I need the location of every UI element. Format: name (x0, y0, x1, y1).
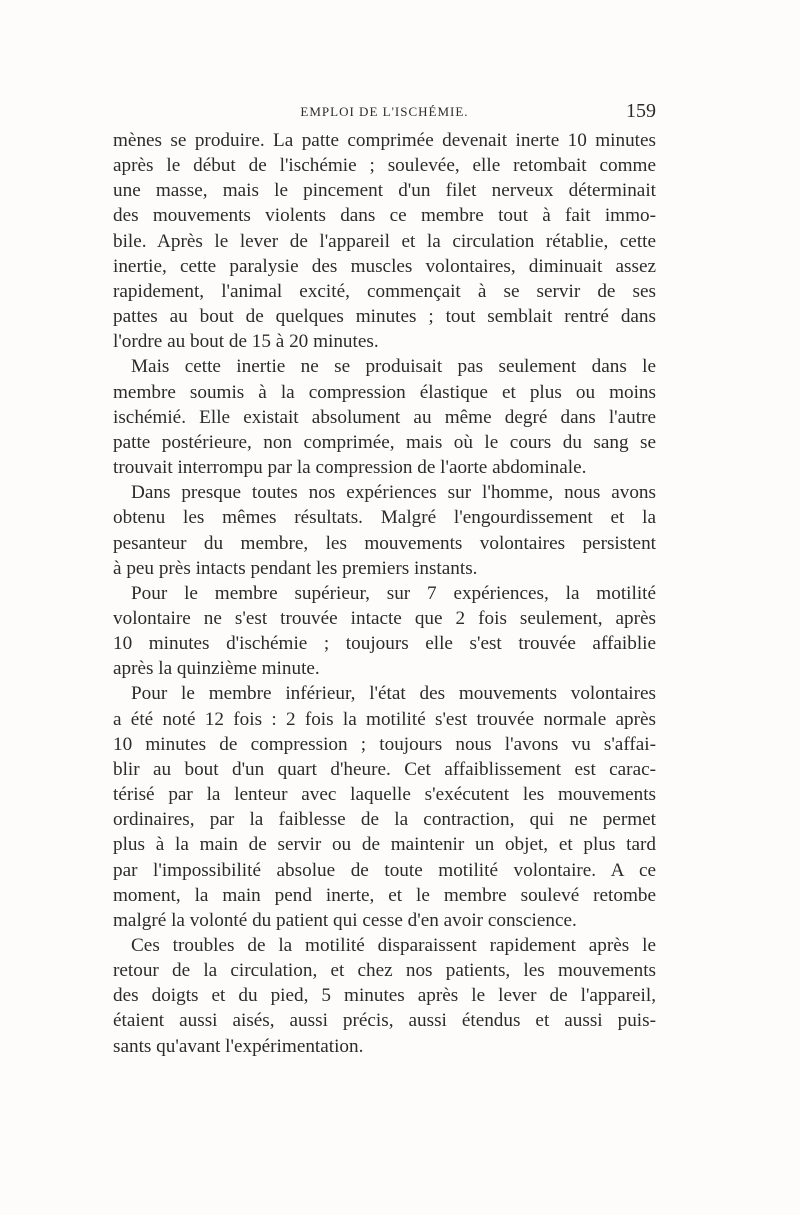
paragraph (113, 480, 656, 581)
text-line: Pour le membre inférieur, l'état des mouvements volontaires (131, 683, 656, 705)
running-title: EMPLOI DE L'ISCHÉMIE. (300, 104, 469, 119)
page-number: 159 (626, 100, 656, 122)
text-line: après le début de l'ischémie ; soulevée, elle retombait comme (113, 155, 656, 177)
text-line: patte postérieure, non comprimée, mais où le cours du sang se (113, 431, 656, 453)
text-line: pattes au bout de quelques minutes ; tout semblait rentré dans (113, 306, 656, 328)
text-line: une masse, mais le pincement d'un filet nerveux déterminait (113, 180, 656, 202)
text-line: des doigts et du pied, 5 minutes après le lever de l'appareil, (113, 985, 656, 1007)
text-line: obtenu les mêmes résultats. Malgré l'engourdissement et la (113, 507, 656, 529)
text-line: retour de la circulation, et chez nos patients, les mouvements (113, 960, 656, 982)
text-line: Dans presque toutes nos expériences sur l'homme, nous avons (131, 482, 656, 504)
text-line: après la quinzième minute. (113, 658, 320, 680)
text-line: 10 minutes d'ischémie ; toujours elle s'est trouvée affaiblie (113, 633, 656, 655)
text-line: ordinaires, par la faiblesse de la contraction, qui ne permet (113, 809, 656, 831)
text-line: a été noté 12 fois : 2 fois la motilité s'est trouvée normale après (113, 708, 656, 730)
text-line: trouvait interrompu par la compression de l'aorte abdominale. (113, 457, 587, 479)
text-line: membre soumis à la compression élastique et plus ou moins (113, 381, 656, 403)
paragraph (113, 581, 656, 682)
text-line: 10 minutes de compression ; toujours nous l'avons vu s'affai- (113, 733, 656, 755)
text-line: Ces troubles de la motilité disparaissent rapidement après le (131, 935, 656, 956)
paragraph (113, 933, 656, 1059)
text-line: sants qu'avant l'expérimentation. (113, 1035, 364, 1057)
text-line: ischémié. Elle existait absolument au même degré dans l'autre (113, 406, 656, 428)
text-line: Pour le membre supérieur, sur 7 expériences, la motilité (131, 582, 656, 604)
text-line: moment, la main pend inerte, et le membre soulevé retombe (113, 884, 656, 906)
text-line: volontaire ne s'est trouvée intacte que 2 fois seulement, après (113, 607, 656, 629)
text-line: plus à la main de servir ou de maintenir un objet, et plus tard (113, 834, 656, 856)
text-line: blir au bout d'un quart d'heure. Cet affaiblissement est carac- (113, 758, 656, 780)
paragraph (113, 681, 656, 933)
text-line: inertie, cette paralysie des muscles volontaires, diminuait assez (113, 255, 656, 277)
body-text (113, 128, 656, 1059)
text-line: malgré la volonté du patient qui cesse d'en avoir conscience. (113, 909, 577, 931)
text-line: l'ordre au bout de 15 à 20 minutes. (113, 331, 379, 353)
text-line: Mais cette inertie ne se produisait pas seulement dans le (131, 356, 656, 378)
text-line: étaient aussi aisés, aussi précis, aussi étendus et aussi puis- (113, 1010, 656, 1032)
text-line: à peu près intacts pendant les premiers instants. (113, 557, 478, 579)
text-line: par l'impossibilité absolue de toute motilité volontaire. A ce (113, 859, 656, 881)
paragraph (113, 128, 656, 354)
paragraph (113, 354, 656, 480)
text-line: mènes se produire. La patte comprimée devenait inerte 10 minutes (113, 130, 656, 151)
text-line: pesanteur du membre, les mouvements volontaires persistent (113, 532, 656, 554)
text-line: des mouvements violents dans ce membre tout à fait immo- (113, 205, 656, 227)
text-line: térisé par la lenteur avec laquelle s'exécutent les mouvements (113, 784, 656, 806)
text-line: bile. Après le lever de l'appareil et la circulation rétablie, cette (113, 230, 656, 252)
text-line: rapidement, l'animal excité, commençait à se servir de ses (113, 280, 656, 302)
page-header (113, 100, 656, 128)
